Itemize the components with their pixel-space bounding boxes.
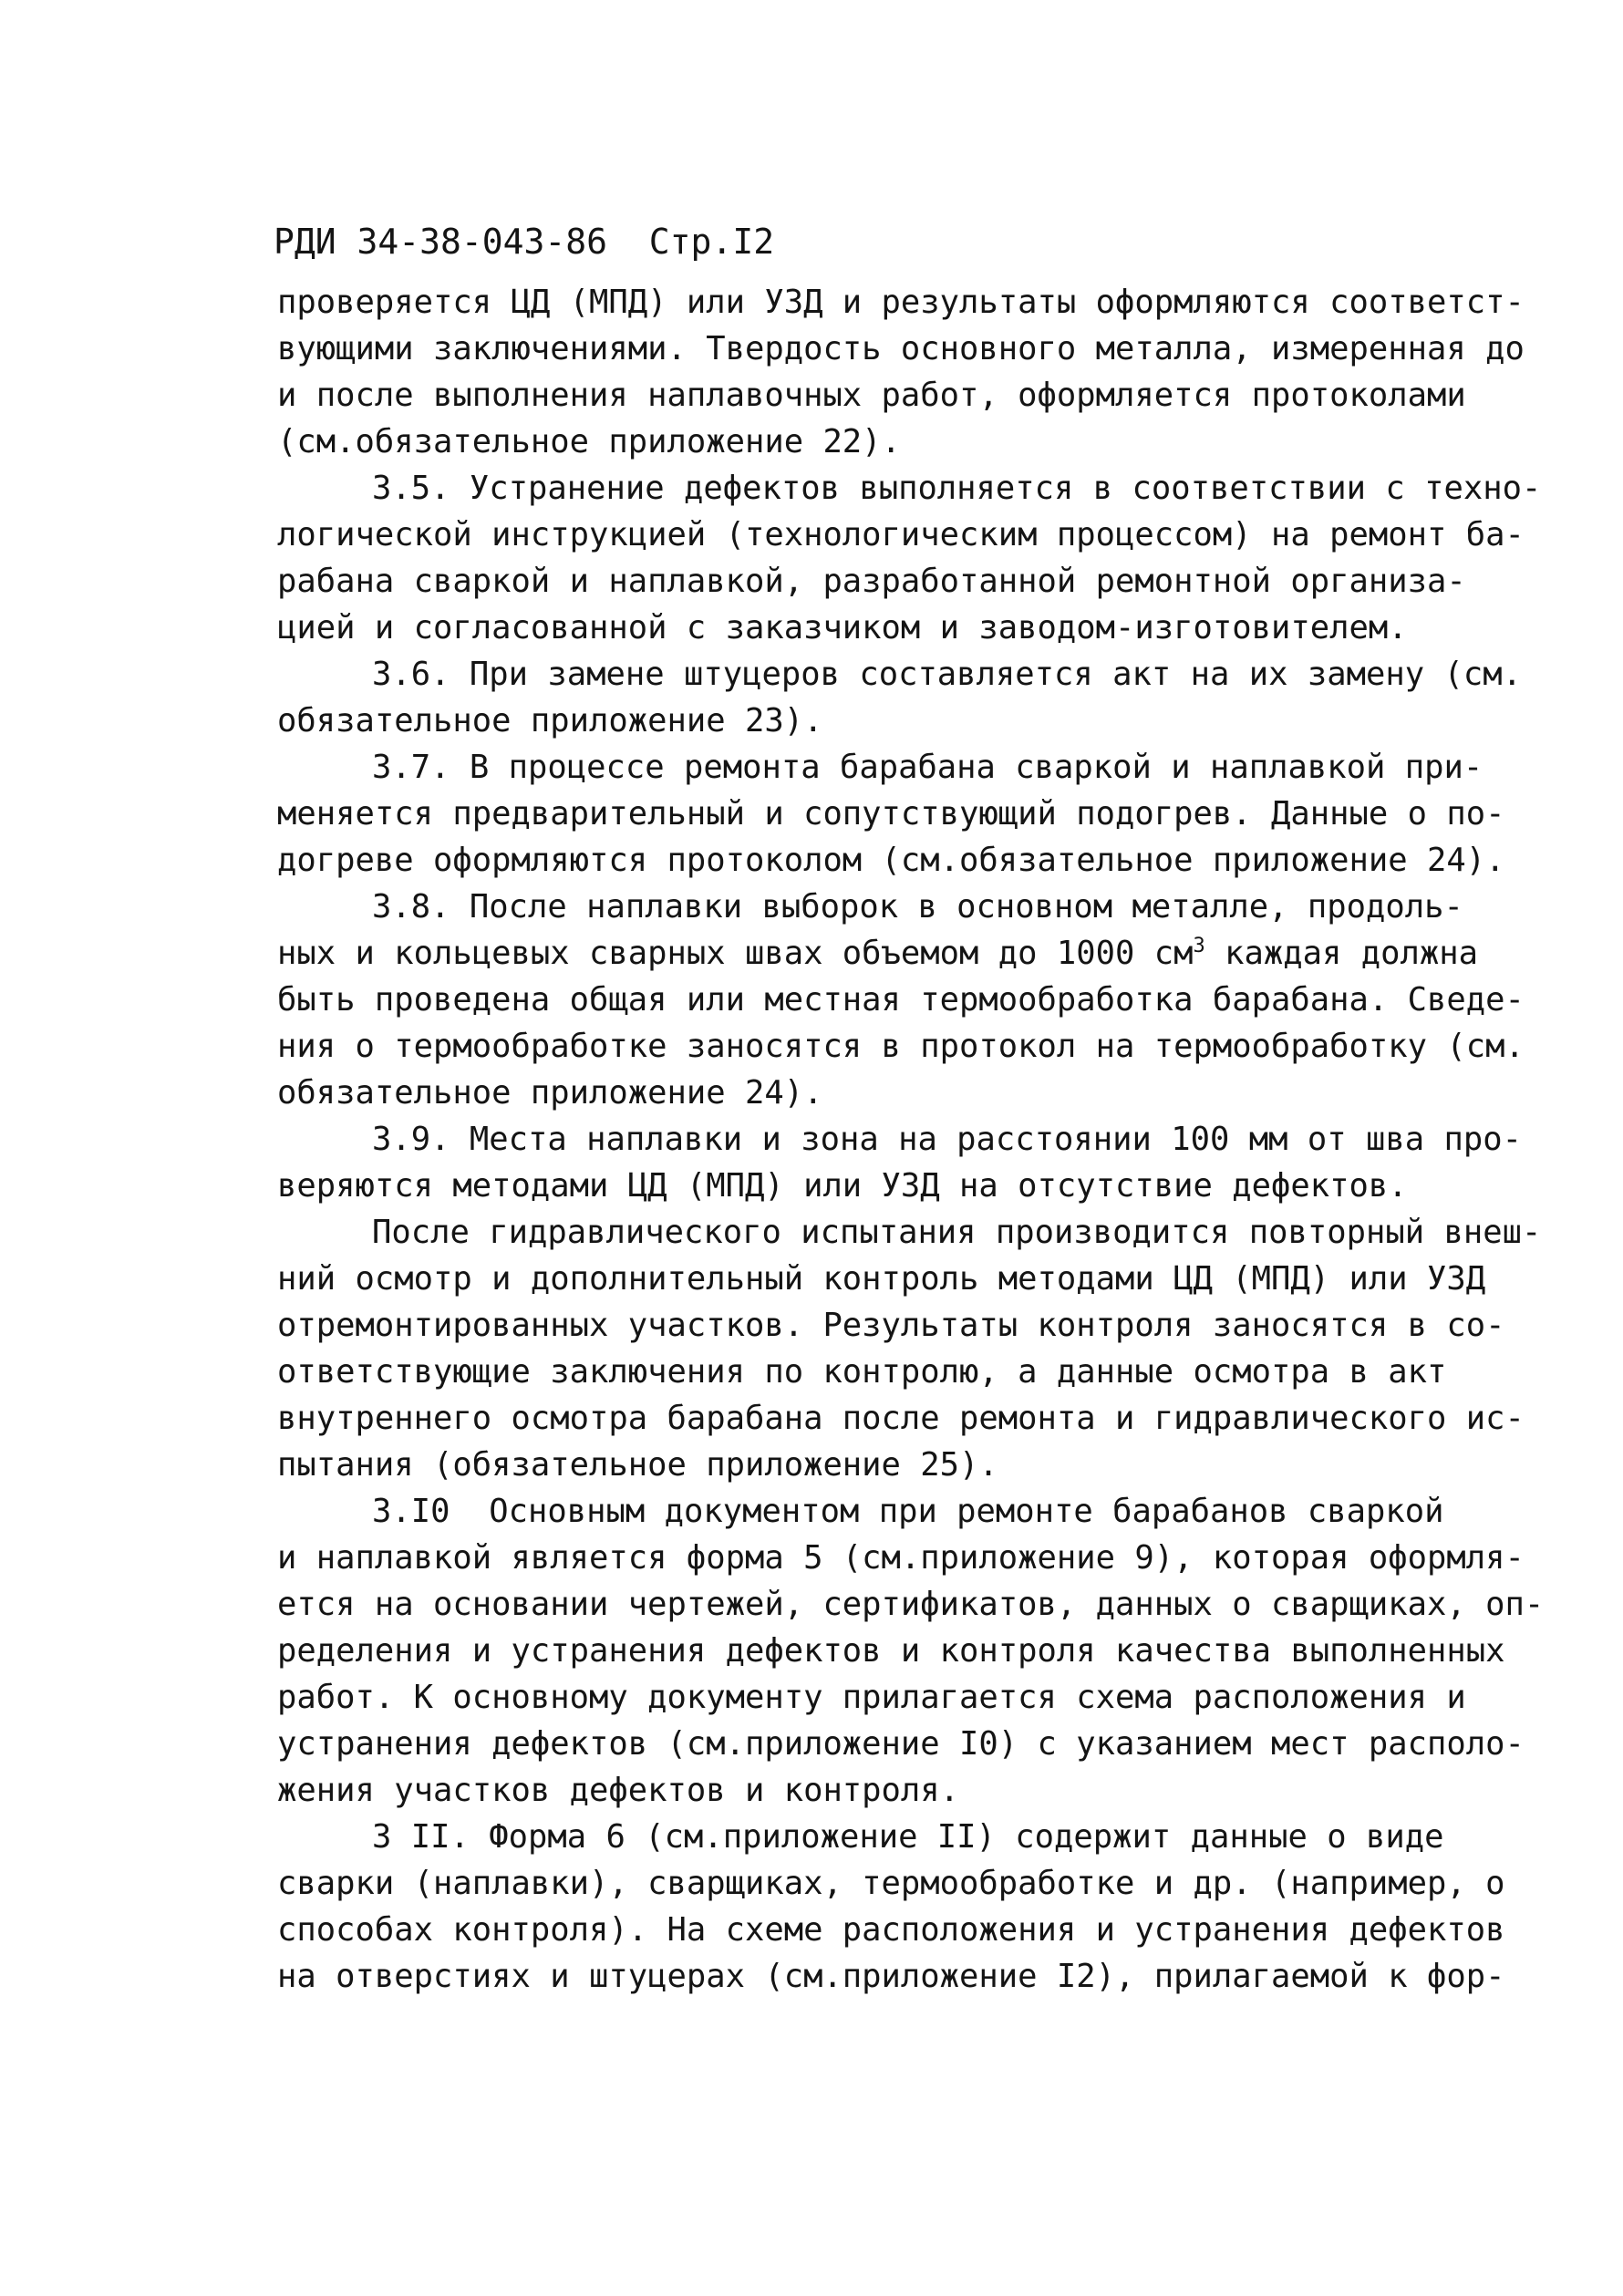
text-line: на отверстиях и штуцерах (см.приложение I2), прилагаемой к фор- (277, 1958, 1505, 1995)
text-line: пытания (обязательное приложение 25). (277, 1446, 998, 1484)
text-line: обязательное приложение 23). (277, 702, 823, 739)
text-line: проверяется ЦД (МПД) или УЗД и результаты оформляются соответст- (277, 284, 1525, 321)
text-line: 3.6. При замене штуцеров составляется акт на их замену (см. (372, 656, 1522, 693)
text-line: способах контроля). На схеме расположения и устранения дефектов (277, 1911, 1505, 1949)
text-line: (см.обязательное приложение 22). (277, 423, 901, 460)
superscript: 3 (1193, 935, 1205, 958)
text-line: ется на основании чертежей, сертификатов, данных о сварщиках, оп- (277, 1586, 1545, 1623)
text-line: цией и согласованной с заказчиком и заводом-изготовителем. (277, 609, 1408, 646)
text-line: сварки (наплавки), сварщиках, термообработке и др. (например, о (277, 1865, 1505, 1902)
text-line: 3.7. В процессе ремонта барабана сваркой и наплавкой при- (372, 749, 1483, 786)
text-line: ных и кольцевых сварных швах объемом до 1000 $см^3$ каждая должна (277, 935, 1479, 972)
text-line: работ. К основному документу прилагается схема расположения и (277, 1679, 1466, 1716)
text-line: ответствующие заключения по контролю, а данные осмотра в акт (277, 1353, 1447, 1391)
text-line: обязательное приложение 24). (277, 1074, 823, 1112)
document-body (277, 279, 1545, 2000)
text-line: 3.I0 Основным документом при ремонте барабанов сваркой (372, 1493, 1444, 1530)
text-line: быть проведена общая или местная термообработка барабана. Сведе- (277, 981, 1525, 1019)
text-line: После гидравлического испытания производится повторный внеш- (372, 1214, 1542, 1251)
text-line: 3.9. Места наплавки и зона на расстоянии 100 мм от шва про- (372, 1121, 1522, 1158)
text-line: 3.5. Устранение дефектов выполняется в соответствии с техно- (372, 470, 1542, 507)
text-line: ний осмотр и дополнительный контроль методами ЦД (МПД) или УЗД (277, 1260, 1486, 1298)
text-line: устранения дефектов (см.приложение I0) с указанием мест располо- (277, 1725, 1525, 1763)
text-line: логической инструкцией (технологическим процессом) на ремонт ба- (277, 516, 1525, 553)
text-line: рабана сваркой и наплавкой, разработанной ремонтной организа- (277, 563, 1466, 600)
text-line: вующими заключениями. Твердость основного металла, измеренная до (277, 330, 1525, 367)
text-line: веряются методами ЦД (МПД) или УЗД на отсутствие дефектов. (277, 1167, 1408, 1205)
text-line: отремонтированных участков. Результаты контроля заносятся в со- (277, 1307, 1505, 1344)
text-line: меняется предварительный и сопутствующий подогрев. Данные о по- (277, 795, 1505, 833)
text-line: ределения и устранения дефектов и контроля качества выполненных (277, 1632, 1505, 1670)
text-line: жения участков дефектов и контроля. (277, 1772, 960, 1809)
text-line: догреве оформляются протоколом (см.обязательное приложение 24). (277, 842, 1505, 879)
text-line: 3.8. После наплавки выборок в основном металле, продоль- (372, 888, 1463, 926)
page-header: РДИ 34-38-043-86 Стр.I2 (274, 222, 775, 262)
text-line: внутреннего осмотра барабана после ремонта и гидравлического ис- (277, 1400, 1525, 1437)
text-line: 3 II. Форма 6 (см.приложение II) содержит данные о виде (372, 1818, 1444, 1856)
text-line: ния о термообработке заносятся в протокол на термообработку (см. (277, 1028, 1525, 1065)
text-line: и наплавкой является форма 5 (см.приложение 9), которая оформля- (277, 1539, 1525, 1577)
text-line: и после выполнения наплавочных работ, оформляется протоколами (277, 377, 1466, 414)
